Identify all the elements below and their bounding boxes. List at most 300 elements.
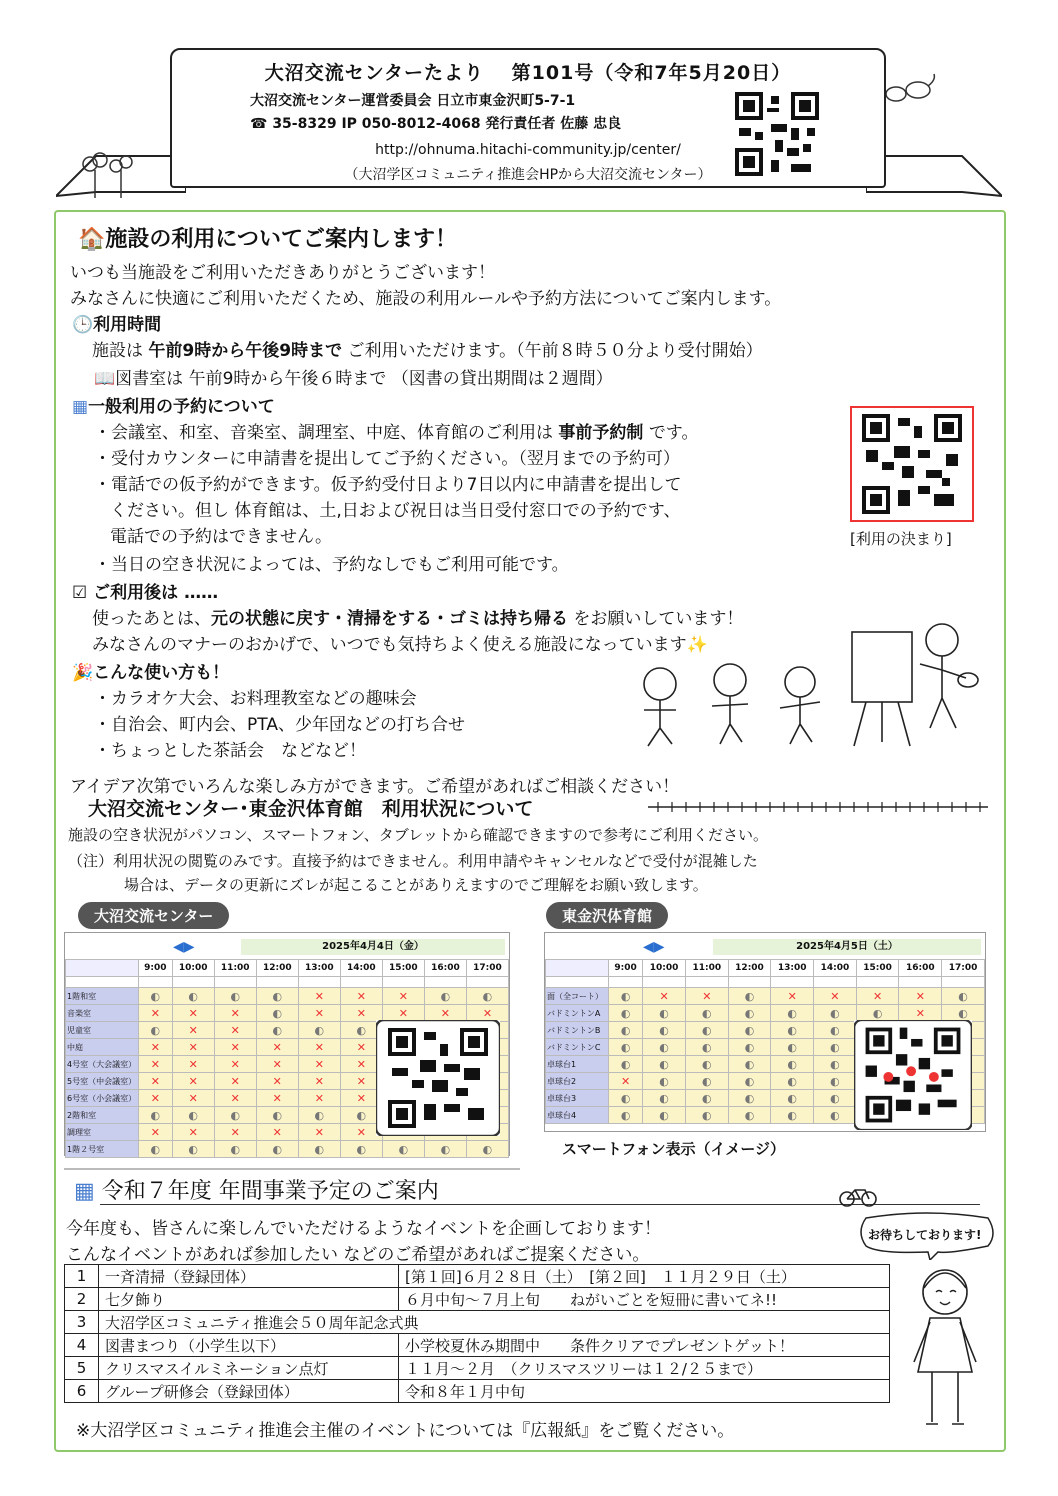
- slot-cell[interactable]: [609, 1107, 643, 1124]
- slot-cell[interactable]: [685, 1090, 728, 1107]
- slot-cell[interactable]: [382, 988, 424, 1005]
- time-header: 17:00: [466, 960, 508, 977]
- slot-cell[interactable]: [214, 1090, 256, 1107]
- event-detail: ６月中旬～７月上旬 ねがいごとを短冊に書いてネ!!: [399, 1288, 890, 1311]
- slot-cell[interactable]: [382, 1005, 424, 1022]
- slot-cell[interactable]: [298, 1124, 340, 1141]
- spacer-cell: [466, 977, 508, 988]
- available-mark: ◐: [659, 1108, 669, 1122]
- slot-cell[interactable]: [340, 988, 382, 1005]
- spacer-cell: [214, 977, 256, 988]
- slot-cell[interactable]: [643, 1090, 686, 1107]
- slot-cell[interactable]: [771, 1073, 814, 1090]
- event-row: [65, 1311, 890, 1334]
- slot-cell[interactable]: [139, 1022, 173, 1039]
- available-mark: ◐: [272, 1108, 283, 1122]
- slot-cell[interactable]: [340, 1141, 382, 1158]
- slot-cell[interactable]: [172, 1073, 214, 1090]
- slot-cell[interactable]: [814, 1107, 857, 1124]
- ribbon-right: [866, 148, 1002, 200]
- slot-cell[interactable]: [771, 1039, 814, 1056]
- available-mark: ◐: [830, 1091, 840, 1105]
- rules-qr-code: [862, 414, 962, 514]
- reserve-bullet-2: ・受付カウンターに申請書を提出してご予約ください。（翌月までの予約可）: [94, 449, 680, 469]
- room-row: [546, 1005, 985, 1022]
- unavailable-mark: ✕: [230, 1074, 240, 1088]
- slot-cell[interactable]: [424, 1141, 466, 1158]
- time-header: 14:00: [340, 960, 382, 977]
- unavailable-mark: ✕: [188, 1006, 198, 1020]
- slot-cell[interactable]: [172, 1022, 214, 1039]
- slot-cell[interactable]: [139, 1141, 173, 1158]
- center-nav-arrows[interactable]: [173, 939, 195, 955]
- slot-cell[interactable]: [139, 988, 173, 1005]
- slot-cell[interactable]: [298, 1141, 340, 1158]
- time-header: 12:00: [256, 960, 298, 977]
- slot-cell[interactable]: [256, 1005, 298, 1022]
- slot-cell[interactable]: [214, 1141, 256, 1158]
- spacer-cell: [609, 977, 643, 988]
- unavailable-mark: ✕: [230, 1023, 240, 1037]
- slot-cell[interactable]: [214, 1039, 256, 1056]
- available-mark: ◐: [620, 1006, 631, 1020]
- room-name: 中庭: [66, 1039, 139, 1056]
- slot-cell[interactable]: [856, 988, 899, 1005]
- rules-qr-frame: [850, 406, 974, 522]
- website-note: （大沼学区コミュニティ推進会HPから大沼交流センター）: [344, 167, 712, 183]
- spacer-cell: [256, 977, 298, 988]
- slot-cell[interactable]: [609, 1022, 643, 1039]
- uses-item-1: ・カラオケ大会、お料理教室などの趣味会: [94, 689, 417, 709]
- available-mark: ◐: [787, 1040, 798, 1054]
- room-name: バドミントンB: [546, 1022, 609, 1039]
- unavailable-mark: ✕: [356, 1074, 366, 1088]
- unavailable-mark: ✕: [659, 989, 669, 1003]
- available-mark: ◐: [230, 1142, 241, 1156]
- slot-cell[interactable]: [172, 1107, 214, 1124]
- event-number: 3: [65, 1311, 99, 1334]
- after-use-1: 使ったあとは、元の状態に戻す・清掃をする・ゴミは持ち帰る をお願いしています！: [92, 609, 744, 629]
- slot-cell[interactable]: [139, 1073, 173, 1090]
- available-mark: ◐: [702, 1108, 712, 1122]
- slot-cell[interactable]: [609, 1073, 643, 1090]
- room-name: バドミントンA: [546, 1005, 609, 1022]
- slot-cell[interactable]: [298, 988, 340, 1005]
- slot-cell[interactable]: [214, 1022, 256, 1039]
- slot-cell[interactable]: [685, 1107, 728, 1124]
- slot-cell[interactable]: [685, 1005, 728, 1022]
- facility-heading: 🏠施設の利用についてご案内します！: [78, 227, 457, 252]
- unavailable-mark: ✕: [440, 1006, 451, 1020]
- slot-cell[interactable]: [685, 1056, 728, 1073]
- available-mark: ◐: [314, 1023, 325, 1037]
- slot-cell[interactable]: [139, 1124, 173, 1141]
- slot-cell[interactable]: [466, 1005, 508, 1022]
- slot-cell[interactable]: [214, 1056, 256, 1073]
- slot-cell[interactable]: [728, 1107, 771, 1124]
- clover-illustration: [70, 150, 150, 200]
- unavailable-mark: ✕: [314, 1074, 324, 1088]
- next-day-icon[interactable]: ▶: [653, 939, 665, 955]
- slot-cell[interactable]: [256, 1107, 298, 1124]
- slot-cell[interactable]: [139, 1039, 173, 1056]
- slot-cell[interactable]: [172, 1124, 214, 1141]
- spacer-cell: [643, 977, 686, 988]
- reserve-bullet-3b: ください。但し 体育館は、土,日および祝日は当日受付窓口での予約です、: [110, 501, 681, 521]
- slot-cell[interactable]: [172, 1141, 214, 1158]
- status-line-2: （注）利用状況の閲覧のみです。直接予約はできません。利用申請やキャンセルなどで受付が混雑した: [68, 852, 758, 870]
- unavailable-mark: ✕: [314, 1006, 324, 1020]
- unavailable-mark: ✕: [356, 1040, 366, 1054]
- room-row: [66, 988, 509, 1005]
- slot-cell[interactable]: [643, 1056, 686, 1073]
- room-name: 児童室: [66, 1022, 139, 1039]
- slot-cell[interactable]: [771, 1005, 814, 1022]
- room-name: 4号室（大会議室）: [66, 1056, 139, 1073]
- slot-cell[interactable]: [172, 1056, 214, 1073]
- slot-cell[interactable]: [256, 988, 298, 1005]
- slot-cell[interactable]: [643, 988, 686, 1005]
- slot-cell[interactable]: [771, 1022, 814, 1039]
- slot-cell[interactable]: [728, 1039, 771, 1056]
- available-mark: ◐: [830, 1108, 840, 1122]
- slot-cell[interactable]: [814, 1022, 857, 1039]
- slot-cell[interactable]: [771, 1056, 814, 1073]
- available-mark: ◐: [440, 1142, 451, 1156]
- slot-cell[interactable]: [382, 1141, 424, 1158]
- slot-cell[interactable]: [771, 1107, 814, 1124]
- spacer-cell: [139, 977, 173, 988]
- slot-cell[interactable]: [424, 1005, 466, 1022]
- event-number: 1: [65, 1265, 99, 1288]
- slot-cell[interactable]: [728, 1005, 771, 1022]
- slot-cell[interactable]: [771, 1090, 814, 1107]
- unavailable-mark: ✕: [830, 989, 840, 1003]
- prev-day-icon[interactable]: ◀: [643, 939, 654, 955]
- available-mark: ◐: [188, 1142, 199, 1156]
- slot-cell[interactable]: [643, 1022, 686, 1039]
- unavailable-mark: ✕: [188, 1125, 198, 1139]
- slot-cell[interactable]: [139, 1005, 173, 1022]
- reserve-heading: ▦一般利用の予約について: [72, 397, 275, 417]
- unavailable-mark: ✕: [230, 1006, 240, 1020]
- slot-cell[interactable]: [814, 1056, 857, 1073]
- phone-icon: ☎: [250, 116, 273, 132]
- slot-cell[interactable]: [256, 1039, 298, 1056]
- facility-intro-1: いつも当施設をご利用いただきありがとうございます！: [70, 263, 495, 283]
- slot-cell[interactable]: [814, 1039, 857, 1056]
- unavailable-mark: ✕: [787, 989, 797, 1003]
- time-header: 16:00: [899, 960, 942, 977]
- slot-cell[interactable]: [899, 988, 942, 1005]
- unavailable-mark: ✕: [915, 989, 925, 1003]
- slot-cell[interactable]: [172, 1090, 214, 1107]
- slot-cell[interactable]: [685, 1073, 728, 1090]
- slot-cell[interactable]: [814, 988, 857, 1005]
- status-line-1: 施設の空き状況がパソコン、スマートフォン、タブレットから確認できますので参考にご利用ください。: [68, 826, 769, 844]
- event-detail: 令和８年１月中旬: [399, 1380, 890, 1403]
- slot-cell[interactable]: [298, 1039, 340, 1056]
- unavailable-mark: ✕: [272, 1125, 282, 1139]
- available-mark: ◐: [830, 1023, 840, 1037]
- spacer-cell: [66, 977, 139, 988]
- room-name: 卓球台3: [546, 1090, 609, 1107]
- available-mark: ◐: [702, 1057, 712, 1071]
- slot-cell[interactable]: [814, 1090, 857, 1107]
- time-header: 13:00: [298, 960, 340, 977]
- unavailable-mark: ✕: [150, 1006, 160, 1020]
- slot-cell[interactable]: [424, 988, 466, 1005]
- slot-cell[interactable]: [172, 1039, 214, 1056]
- room-row: [546, 988, 985, 1005]
- slot-cell[interactable]: [172, 1005, 214, 1022]
- unavailable-mark: ✕: [150, 1040, 160, 1054]
- events-note: ※大沼学区コミュニティ推進会主催のイベントについては『広報紙』をご覧ください。: [76, 1421, 735, 1441]
- event-row: [65, 1357, 890, 1380]
- calendar-icon: ▦: [72, 397, 89, 417]
- slot-cell[interactable]: [214, 1073, 256, 1090]
- slot-cell[interactable]: [942, 1005, 985, 1022]
- available-mark: ◐: [659, 1091, 669, 1105]
- time-header: 10:00: [172, 960, 214, 977]
- room-header-cell: [546, 960, 609, 977]
- slot-cell[interactable]: [256, 1056, 298, 1073]
- available-mark: ◐: [440, 989, 451, 1003]
- slot-cell[interactable]: [214, 1107, 256, 1124]
- available-mark: ◐: [702, 1040, 712, 1054]
- available-mark: ◐: [787, 1091, 798, 1105]
- available-mark: ◐: [744, 989, 755, 1003]
- party-popper-icon: 🎉: [72, 663, 94, 683]
- available-mark: ◐: [272, 1023, 283, 1037]
- newsletter-title: 大沼交流センターたより 第101号（令和7年5月20日）: [264, 62, 792, 84]
- next-day-icon[interactable]: ▶: [183, 939, 195, 955]
- gym-label-pill: 東金沢体育館: [546, 902, 668, 929]
- slot-cell[interactable]: [214, 1124, 256, 1141]
- spacer-cell: [172, 977, 214, 988]
- sparkle-icon: ✨: [686, 635, 708, 655]
- slot-cell[interactable]: [466, 1141, 508, 1158]
- gym-qr-code: [854, 1020, 972, 1130]
- available-mark: ◐: [958, 1006, 968, 1020]
- slot-cell[interactable]: [256, 1022, 298, 1039]
- slot-cell[interactable]: [643, 1039, 686, 1056]
- unavailable-mark: ✕: [188, 1074, 198, 1088]
- time-header: 9:00: [139, 960, 173, 977]
- event-number: 2: [65, 1288, 99, 1311]
- event-name: グループ研修会（登録団体）: [99, 1380, 399, 1403]
- slot-cell[interactable]: [256, 1090, 298, 1107]
- available-mark: ◐: [150, 989, 161, 1003]
- slot-cell[interactable]: [685, 1022, 728, 1039]
- available-mark: ◐: [830, 1006, 840, 1020]
- spacer-cell: [382, 977, 424, 988]
- slot-cell[interactable]: [856, 1005, 899, 1022]
- available-mark: ◐: [702, 1006, 712, 1020]
- slot-cell[interactable]: [685, 988, 728, 1005]
- book-icon: 📖: [94, 369, 116, 389]
- slot-cell[interactable]: [609, 1090, 643, 1107]
- room-name: 5号室（中会議室）: [66, 1073, 139, 1090]
- unavailable-mark: ✕: [482, 1006, 493, 1020]
- slot-cell[interactable]: [298, 1005, 340, 1022]
- event-name: 図書まつり（小学生以下）: [99, 1334, 399, 1357]
- reserve-bullet-3a: ・電話での仮予約ができます。仮予約受付日より7日以内に申請書を提出して: [94, 475, 682, 495]
- website-url[interactable]: http://ohnuma.hitachi-community.jp/center/: [375, 142, 681, 158]
- room-name: 調理室: [66, 1124, 139, 1141]
- unavailable-mark: ✕: [314, 1091, 324, 1105]
- available-mark: ◐: [659, 1006, 669, 1020]
- available-mark: ◐: [830, 1074, 840, 1088]
- available-mark: ◐: [150, 1142, 161, 1156]
- slot-cell[interactable]: [214, 1005, 256, 1022]
- available-mark: ◐: [482, 989, 493, 1003]
- slot-cell[interactable]: [609, 1005, 643, 1022]
- slot-cell[interactable]: [298, 1090, 340, 1107]
- slot-cell[interactable]: [340, 1005, 382, 1022]
- slot-cell[interactable]: [685, 1039, 728, 1056]
- status-heading: 大沼交流センター･東金沢体育館 利用状況について: [88, 798, 534, 820]
- slot-cell[interactable]: [298, 1056, 340, 1073]
- slot-cell[interactable]: [728, 1056, 771, 1073]
- status-line-3: 場合は、データの更新にズレが起こることがありえますのでご理解をお願い致します。: [124, 876, 708, 894]
- slot-cell[interactable]: [298, 1022, 340, 1039]
- gym-nav-arrows[interactable]: [643, 939, 665, 955]
- hours-text: 施設は 午前9時から午後9時まで ご利用いただけます。（午前８時５０分より受付開始）: [92, 341, 763, 361]
- unavailable-mark: ✕: [188, 1023, 198, 1037]
- reserve-bullet-4: ・当日の空き状況によっては、予約なしでもご利用可能です。: [94, 555, 569, 575]
- available-mark: ◐: [398, 1142, 409, 1156]
- ruler-decoration: [648, 800, 988, 814]
- center-label-pill: 大沼交流センター: [78, 902, 229, 929]
- room-name: 6号室（小会議室）: [66, 1090, 139, 1107]
- event-number: 4: [65, 1334, 99, 1357]
- time-header: 11:00: [214, 960, 256, 977]
- event-row: [65, 1288, 890, 1311]
- available-mark: ◐: [272, 1142, 283, 1156]
- available-mark: ◐: [314, 1142, 325, 1156]
- available-mark: ◐: [356, 1142, 367, 1156]
- time-header: 10:00: [643, 960, 686, 977]
- slot-cell[interactable]: [609, 988, 643, 1005]
- event-name: 大沼学区コミュニティ推進会５０周年記念式典: [99, 1311, 890, 1334]
- events-intro-2: こんなイベントがあれば参加したい などのご希望があればご提案ください。: [66, 1245, 650, 1265]
- slot-cell[interactable]: [728, 1073, 771, 1090]
- available-mark: ◐: [702, 1091, 712, 1105]
- available-mark: ◐: [787, 1023, 798, 1037]
- room-name: 2階和室: [66, 1107, 139, 1124]
- available-mark: ◐: [872, 1006, 883, 1020]
- spacer-cell: [546, 977, 609, 988]
- event-number: 6: [65, 1380, 99, 1403]
- event-detail: 小学校夏休み期間中 条件クリアでプレゼントゲット！: [399, 1334, 890, 1357]
- slot-cell[interactable]: [256, 1141, 298, 1158]
- slot-cell[interactable]: [172, 988, 214, 1005]
- speech-text: お待ちしております!: [868, 1228, 982, 1242]
- slot-cell[interactable]: [256, 1073, 298, 1090]
- staff-illustration: [900, 1262, 990, 1432]
- slot-cell[interactable]: [814, 1005, 857, 1022]
- room-name: 卓球台1: [546, 1056, 609, 1073]
- available-mark: ◐: [744, 1057, 755, 1071]
- unavailable-mark: ✕: [356, 989, 366, 1003]
- slot-cell[interactable]: [728, 988, 771, 1005]
- available-mark: ◐: [830, 1040, 840, 1054]
- available-mark: ◐: [188, 989, 199, 1003]
- org-line: 大沼交流センター運営委員会 日立市東金沢町5-7-1: [250, 93, 576, 109]
- slot-cell[interactable]: [942, 988, 985, 1005]
- available-mark: ◐: [482, 1142, 493, 1156]
- unavailable-mark: ✕: [398, 989, 408, 1003]
- slot-cell[interactable]: [256, 1124, 298, 1141]
- facility-intro-2: みなさんに快適にご利用いただくため、施設の利用ルールや予約方法についてご案内します。: [70, 289, 782, 309]
- available-mark: ◐: [620, 1108, 631, 1122]
- event-row: [65, 1334, 890, 1357]
- available-mark: ◐: [787, 1006, 798, 1020]
- unavailable-mark: ✕: [314, 1040, 324, 1054]
- dancing-and-painting-illustration: [630, 618, 980, 748]
- unavailable-mark: ✕: [150, 1057, 160, 1071]
- available-mark: ◐: [744, 1074, 755, 1088]
- slot-cell[interactable]: [643, 1107, 686, 1124]
- slot-cell[interactable]: [139, 1090, 173, 1107]
- reserve-bullet-3c: 電話での予約はできません。: [110, 527, 333, 547]
- slot-cell[interactable]: [728, 1090, 771, 1107]
- event-row: [65, 1380, 890, 1403]
- slot-cell[interactable]: [771, 988, 814, 1005]
- slot-cell[interactable]: [214, 988, 256, 1005]
- unavailable-mark: ✕: [230, 1091, 240, 1105]
- slot-cell[interactable]: [643, 1073, 686, 1090]
- slot-cell[interactable]: [139, 1107, 173, 1124]
- slot-cell[interactable]: [643, 1005, 686, 1022]
- unavailable-mark: ✕: [356, 1057, 366, 1071]
- available-mark: ◐: [150, 1108, 161, 1122]
- slot-cell[interactable]: [609, 1056, 643, 1073]
- event-row: [65, 1265, 890, 1288]
- available-mark: ◐: [659, 1074, 669, 1088]
- slot-cell[interactable]: [466, 988, 508, 1005]
- available-mark: ◐: [188, 1108, 199, 1122]
- slot-cell[interactable]: [139, 1056, 173, 1073]
- unavailable-mark: ✕: [314, 1057, 324, 1071]
- unavailable-mark: ✕: [188, 1057, 198, 1071]
- available-mark: ◐: [787, 1108, 798, 1122]
- time-header: 11:00: [685, 960, 728, 977]
- slot-cell[interactable]: [728, 1022, 771, 1039]
- available-mark: ◐: [230, 989, 241, 1003]
- unavailable-mark: ✕: [150, 1074, 160, 1088]
- slot-cell[interactable]: [298, 1073, 340, 1090]
- smartphone-caption: スマートフォン表示（イメージ）: [562, 1140, 786, 1158]
- uses-item-2: ・自治会、町内会、PTA、少年団などの打ち合せ: [94, 715, 465, 735]
- unavailable-mark: ✕: [272, 1074, 282, 1088]
- slot-cell[interactable]: [609, 1039, 643, 1056]
- slot-cell[interactable]: [298, 1107, 340, 1124]
- unavailable-mark: ✕: [230, 1040, 240, 1054]
- prev-day-icon[interactable]: ◀: [173, 939, 184, 955]
- library-hours: 📖図書室は 午前9時から午後６時まで （図書の貸出期間は２週間）: [94, 369, 613, 389]
- center-qr-code: [376, 1020, 500, 1136]
- slot-cell[interactable]: [814, 1073, 857, 1090]
- unavailable-mark: ✕: [150, 1125, 160, 1139]
- slot-cell[interactable]: [899, 1005, 942, 1022]
- event-name: クリスマスイルミネーション点灯: [99, 1357, 399, 1380]
- time-header: 14:00: [814, 960, 857, 977]
- events-table: [64, 1264, 890, 1403]
- hours-heading: 🕒利用時間: [72, 315, 162, 335]
- unavailable-mark: ✕: [356, 1125, 366, 1139]
